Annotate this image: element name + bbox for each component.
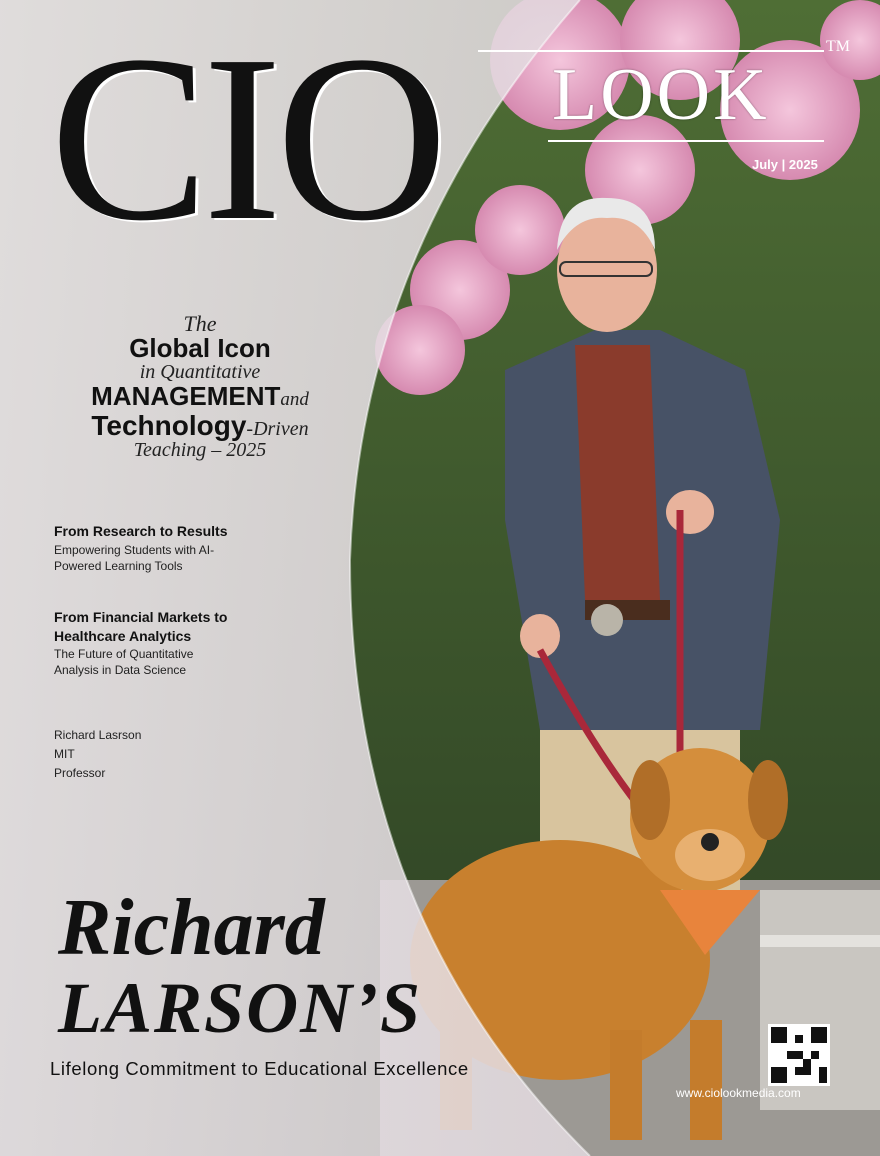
- trademark-mark: TM: [826, 38, 850, 55]
- headline-line-2: Global Icon: [129, 333, 271, 364]
- headline-driven: -Driven: [246, 417, 309, 440]
- headline-line-4: [20, 383, 380, 410]
- story-1: [54, 523, 274, 574]
- issue-date: July | 2025: [752, 157, 818, 172]
- headline-technology: Technology: [91, 409, 247, 441]
- story-2-text: The Future of Quantitative Analysis in Data Science: [54, 647, 194, 677]
- person-role: Professor: [54, 766, 106, 780]
- person-credit: [54, 726, 141, 783]
- website-url[interactable]: www.ciolookmedia.com: [676, 1086, 801, 1100]
- headline-line-6: Teaching – 2025: [133, 439, 267, 462]
- headline-line-1: The: [183, 311, 217, 336]
- headline-management: MANAGEMENT: [91, 381, 281, 412]
- story-1-text: Empowering Students with AI-Powered Learning Tools: [54, 543, 215, 573]
- story-2: [54, 608, 269, 678]
- person-org: MIT: [54, 747, 75, 761]
- cover-name-line-1: Richard: [58, 884, 325, 972]
- headline-line-5: [20, 411, 380, 440]
- headline-line-3: in Quantitative: [139, 361, 261, 384]
- person-name: Richard Lasrson: [54, 728, 142, 742]
- story-2-title: From Financial Markets to Healthcare Analytics: [54, 609, 228, 644]
- cover-headline: [20, 312, 380, 461]
- cover-tagline: Lifelong Commitment to Educational Excellence: [50, 1058, 469, 1079]
- masthead-cio: CIO: [50, 7, 442, 270]
- story-1-title: From Research to Results: [54, 523, 228, 539]
- headline-and: and: [280, 389, 309, 411]
- cover-name-line-2: LARSON’S: [58, 968, 423, 1048]
- masthead-look: LOOK: [552, 54, 770, 136]
- qr-code-icon: [768, 1024, 830, 1086]
